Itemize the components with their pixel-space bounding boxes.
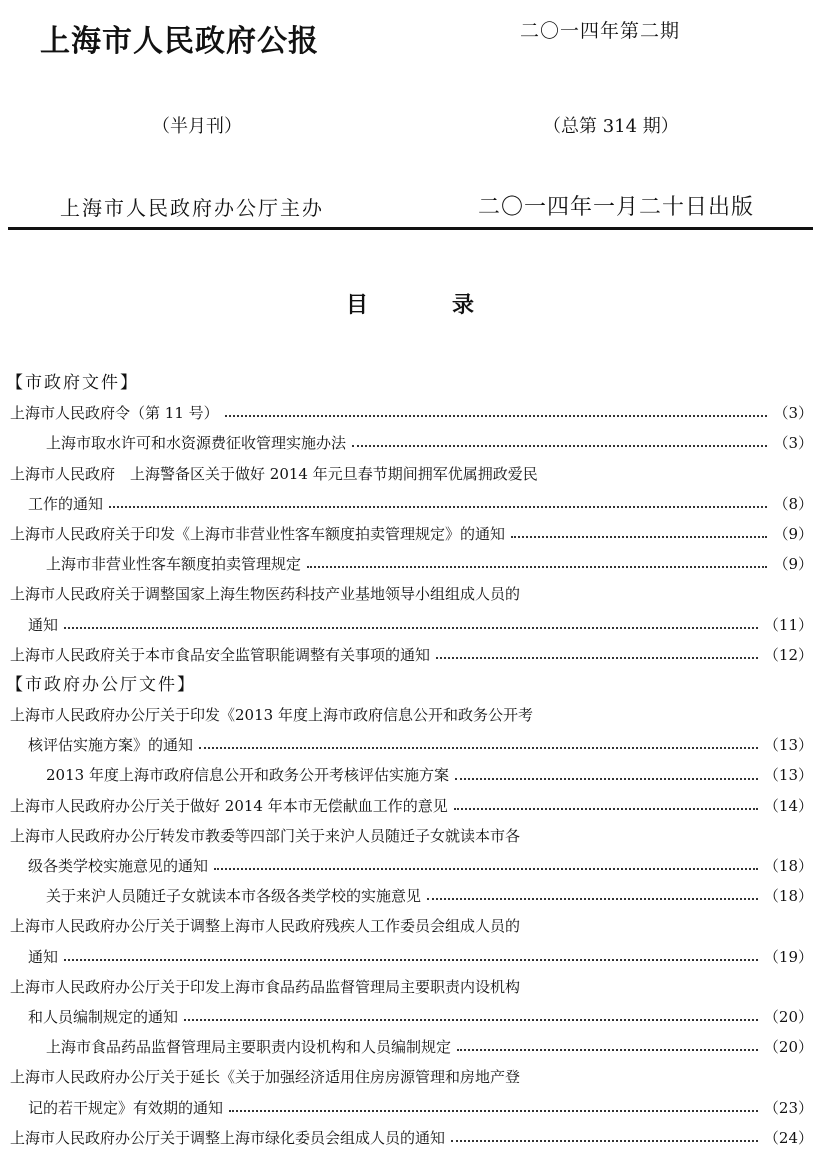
toc-entry-text[interactable]: 上海市食品药品监督管理局主要职责内设机构和人员编制规定: [46, 1038, 452, 1057]
page-number: （20）: [763, 1007, 813, 1026]
page-number: （13）: [763, 736, 813, 755]
dot-leader: [184, 1019, 758, 1021]
page-number: （3）: [773, 434, 813, 453]
toc-entry-line[interactable]: [0, 1032, 827, 1062]
toc-entry-line[interactable]: [0, 1002, 827, 1032]
toc-entry-line[interactable]: [0, 489, 827, 519]
dot-leader: [454, 808, 758, 810]
issue-number: 二〇一四年第二期: [520, 20, 681, 42]
toc-entry-text[interactable]: 上海市人民政府办公厅关于印发《2013 年度上海市政府信息公开和政务公开考: [10, 706, 533, 725]
toc-entry-text[interactable]: 上海市人民政府办公厅关于调整上海市人民政府残疾人工作委员会组成人员的: [10, 917, 521, 936]
toc-entry-text[interactable]: 上海市人民政府关于印发《上海市非营业性客车额度拍卖管理规定》的通知: [10, 524, 506, 543]
dot-leader: [64, 959, 758, 961]
toc-entry-line[interactable]: [0, 942, 827, 972]
publication-date: 二〇一四年一月二十日出版: [478, 195, 755, 220]
page-number: （19）: [763, 947, 813, 966]
toc-entry-line[interactable]: [0, 519, 827, 549]
dot-leader: [427, 898, 758, 900]
sponsor: 上海市人民政府办公厅主办: [60, 196, 324, 220]
dot-leader: [109, 506, 767, 508]
toc-entry-line[interactable]: [0, 1123, 827, 1153]
toc-entry-text[interactable]: 上海市人民政府办公厅关于调整上海市绿化委员会组成人员的通知: [10, 1128, 446, 1147]
toc-entry-text[interactable]: 通知: [28, 947, 59, 966]
dot-leader: [451, 1140, 758, 1142]
section-heading: 【市政府办公厅文件】: [6, 674, 196, 695]
toc-entry-line[interactable]: [0, 791, 827, 821]
toc-entry-text[interactable]: 记的若干规定》有效期的通知: [28, 1098, 224, 1117]
page-number: （23）: [763, 1098, 813, 1117]
toc-entry-line[interactable]: [0, 1093, 827, 1123]
dot-leader: [307, 566, 767, 568]
toc-entry-line[interactable]: [0, 459, 827, 489]
bulletin-title: 上海市人民政府公报: [40, 24, 319, 59]
toc-entry-line[interactable]: [0, 730, 827, 760]
toc-entry-text[interactable]: 上海市人民政府令（第 11 号）: [10, 404, 219, 423]
toc-entry-text[interactable]: 通知: [28, 615, 59, 634]
header-divider: [8, 227, 813, 230]
dot-leader: [511, 536, 767, 538]
dot-leader: [455, 778, 758, 780]
page-number: （18）: [763, 887, 813, 906]
page-number: （9）: [773, 524, 813, 543]
page-number: （8）: [773, 494, 813, 513]
dot-leader: [214, 868, 758, 870]
dot-leader: [199, 747, 758, 749]
toc-entry-line[interactable]: [0, 640, 827, 670]
page-number: （24）: [763, 1128, 813, 1147]
page-number: （3）: [773, 404, 813, 423]
page-number: （14）: [763, 796, 813, 815]
toc-entry-line[interactable]: [0, 428, 827, 458]
toc-entry-line[interactable]: [0, 610, 827, 640]
dot-leader: [225, 415, 768, 417]
page-number: （11）: [763, 615, 813, 634]
toc-entry-text[interactable]: 和人员编制规定的通知: [28, 1007, 179, 1026]
toc-entry-line[interactable]: [0, 549, 827, 579]
toc-entry-text[interactable]: 上海市人民政府办公厅关于延长《关于加强经济适用住房房源管理和房地产登: [10, 1068, 521, 1087]
toc-entry-text[interactable]: 上海市人民政府关于调整国家上海生物医药科技产业基地领导小组组成人员的: [10, 585, 521, 604]
toc-entry-text[interactable]: 上海市非营业性客车额度拍卖管理规定: [46, 555, 302, 574]
publication-frequency: （半月刊）: [152, 116, 242, 137]
page-number: （13）: [763, 766, 813, 785]
toc-heading-part1: 目: [346, 292, 369, 318]
section-heading: 【市政府文件】: [6, 373, 139, 393]
toc-heading-part2: 录: [452, 292, 475, 318]
toc-entry-line[interactable]: [0, 700, 827, 730]
toc-entry-line[interactable]: [0, 881, 827, 911]
table-of-contents: [0, 368, 827, 1153]
dot-leader: [64, 627, 758, 629]
dot-leader: [436, 657, 758, 659]
toc-entry-text[interactable]: 上海市人民政府关于本市食品安全监管职能调整有关事项的通知: [10, 645, 431, 664]
dot-leader: [352, 445, 767, 447]
toc-entry-line[interactable]: [0, 911, 827, 941]
toc-entry-text[interactable]: 上海市人民政府办公厅转发市教委等四部门关于来沪人员随迁子女就读本市各: [10, 826, 521, 845]
page-number: （18）: [763, 857, 813, 875]
toc-entry-line[interactable]: [0, 579, 827, 609]
dot-leader: [457, 1049, 758, 1051]
total-issue-number: （总第 314 期）: [543, 116, 679, 137]
toc-entry-text[interactable]: 上海市取水许可和水资源费征收管理实施办法: [46, 434, 347, 453]
toc-entry-text[interactable]: 上海市人民政府办公厅关于做好 2014 年本市无偿献血工作的意见: [10, 796, 448, 815]
page-number: （12）: [763, 645, 813, 664]
toc-entry-line[interactable]: [0, 851, 827, 881]
toc-entry-text[interactable]: 级各类学校实施意见的通知: [28, 857, 209, 875]
toc-entry-text[interactable]: 关于来沪人员随迁子女就读本市各级各类学校的实施意见: [46, 887, 422, 906]
toc-entry-line[interactable]: [0, 821, 827, 851]
toc-entry-line[interactable]: [0, 1062, 827, 1092]
toc-entry-text[interactable]: 上海市人民政府办公厅关于印发上海市食品药品监督管理局主要职责内设机构: [10, 977, 521, 996]
toc-entry-line[interactable]: [0, 760, 827, 790]
toc-entry-line[interactable]: [0, 972, 827, 1002]
page-number: （9）: [773, 555, 813, 574]
toc-entry-text[interactable]: 上海市人民政府 上海警备区关于做好 2014 年元旦春节期间拥军优属拥政爱民: [10, 464, 538, 483]
toc-entry-text[interactable]: 核评估实施方案》的通知: [28, 736, 194, 755]
page-number: （20）: [763, 1038, 813, 1057]
toc-entry-text[interactable]: 2013 年度上海市政府信息公开和政务公开考核评估实施方案: [46, 766, 449, 785]
toc-entry-text[interactable]: 工作的通知: [28, 494, 104, 513]
dot-leader: [229, 1110, 758, 1112]
toc-entry-line[interactable]: [0, 398, 827, 428]
